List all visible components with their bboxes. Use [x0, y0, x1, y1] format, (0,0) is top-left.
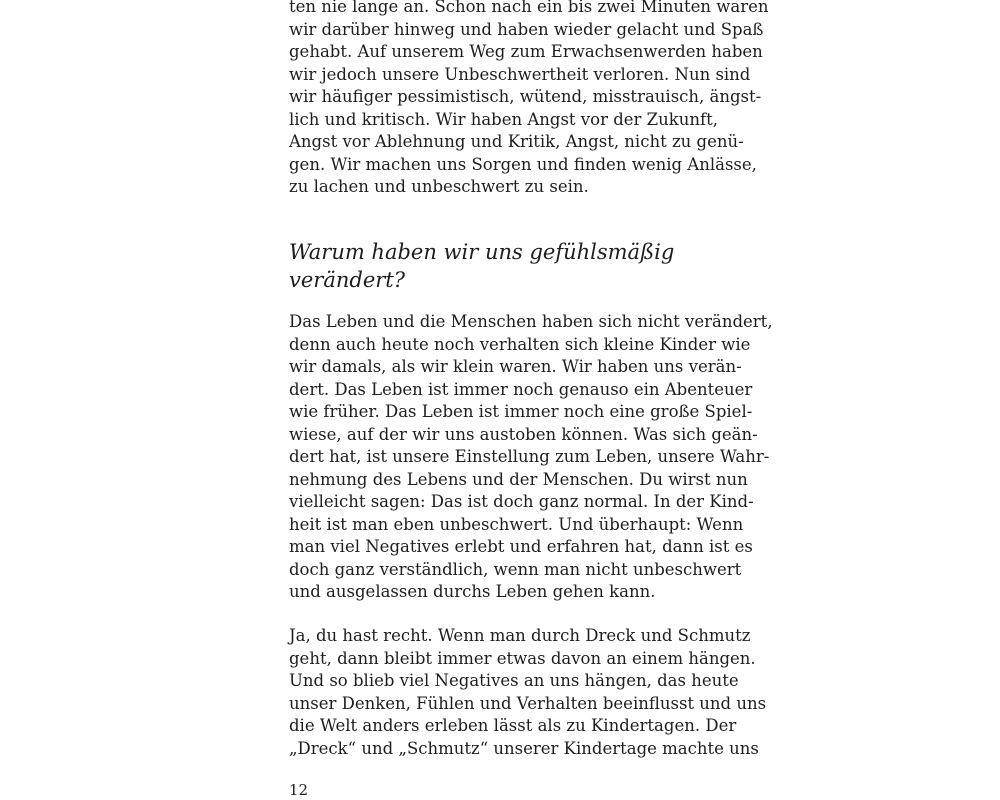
text-line: Und so blieb viel Negatives an uns hängen, das heute: [289, 671, 739, 690]
text-line: wir damals, als wir klein waren. Wir haben uns verän-: [289, 357, 742, 376]
text-line: gehabt. Auf unserem Weg zum Erwachsenwerden haben: [289, 42, 763, 61]
paragraph-continued: [289, 0, 769, 199]
text-line: lich und kritisch. Wir haben Angst vor der Zukunft,: [289, 109, 718, 129]
text-line: wiese, auf der wir uns austoben können. Was sich geän-: [289, 424, 758, 444]
text-line: vielleicht sagen: Das ist doch ganz normal. In der Kind-: [289, 492, 754, 511]
text-line: wir darüber hinweg und haben wieder gelacht und Spaß: [289, 19, 764, 39]
text-line: wir häufiger pessimistisch, wütend, misstrauisch, ängst-: [289, 87, 762, 106]
text-line: ten nie lange an. Schon nach ein bis zwei Minuten waren: [289, 0, 769, 16]
text-line: die Welt anders erleben lässt als zu Kindertagen. Der: [289, 716, 737, 735]
page-number: 12: [289, 781, 309, 799]
text-line: „Dreck“ und „Schmutz“ unserer Kindertage machte uns: [289, 738, 759, 758]
text-line: gen. Wir machen uns Sorgen und finden wenig Anlässe,: [289, 154, 757, 174]
text-line: wir jedoch unsere Unbeschwertheit verloren. Nun sind: [289, 64, 751, 84]
text-line: dert hat, ist unsere Einstellung zum Leben, unsere Wahr-: [289, 447, 770, 466]
text-line: wie früher. Das Leben ist immer noch eine große Spiel-: [289, 402, 753, 421]
paragraph-2: [289, 311, 773, 604]
text-line: zu lachen und unbeschwert zu sein.: [289, 177, 589, 196]
text-line: geht, dann bleibt immer etwas davon an einem hängen.: [289, 648, 756, 668]
text-line: und ausgelassen durchs Leben gehen kann.: [289, 582, 656, 601]
text-line: unser Denken, Fühlen und Verhalten beeinflusst und uns: [289, 693, 767, 713]
text-line: dert. Das Leben ist immer noch genauso ein Abenteuer: [289, 379, 753, 399]
text-line: nehmung des Lebens und der Menschen. Du wirst nun: [289, 469, 748, 489]
text-line: heit ist man eben unbeschwert. Und überhaupt: Wenn: [289, 514, 744, 534]
heading-line: verändert?: [289, 268, 405, 292]
text-line: Ja, du hast recht. Wenn man durch Dreck und Schmutz: [289, 626, 751, 645]
text-line: man viel Negatives erlebt und erfahren hat, dann ist es: [289, 537, 753, 556]
section-heading: [289, 238, 719, 294]
paragraph-3: [289, 625, 767, 760]
text-line: doch ganz verständlich, wenn man nicht unbeschwert: [289, 559, 742, 579]
text-line: Das Leben und die Menschen haben sich nicht verändert,: [289, 312, 773, 331]
heading-line: Warum haben wir uns gefühlsmäßig: [289, 240, 675, 264]
text-line: Angst vor Ablehnung und Kritik, Angst, nicht zu genü-: [289, 132, 744, 151]
text-line: denn auch heute noch verhalten sich kleine Kinder wie: [289, 334, 751, 354]
